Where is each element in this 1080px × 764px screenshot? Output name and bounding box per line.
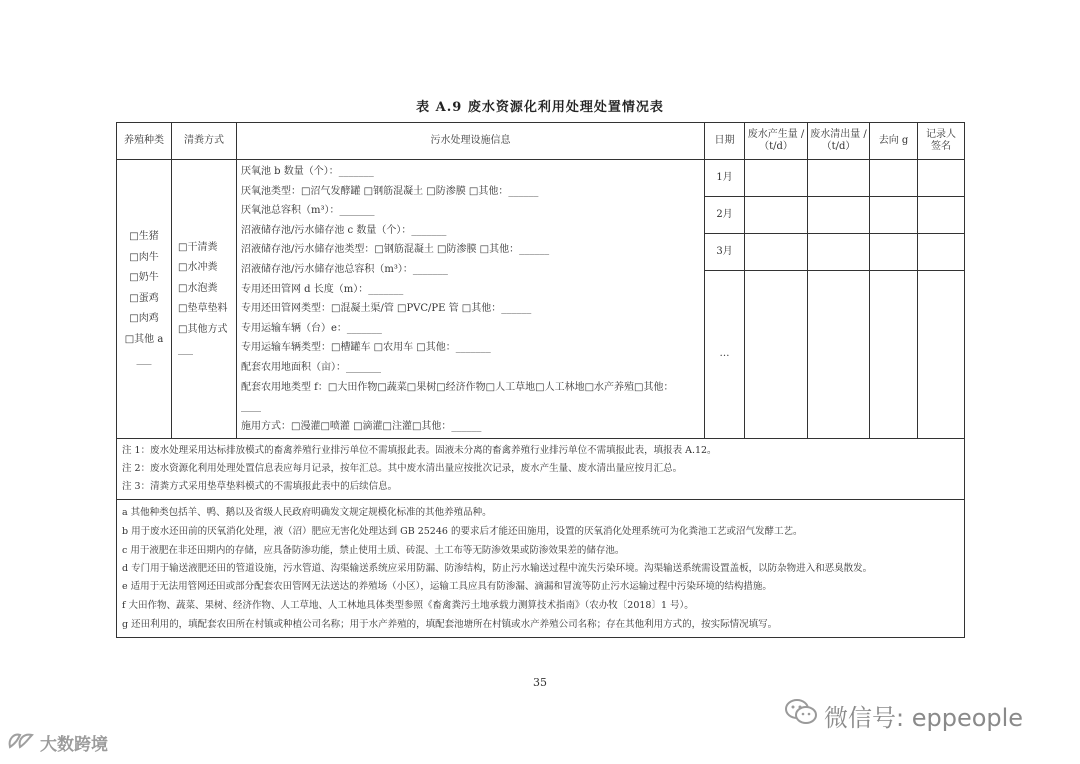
facility-line: 配套农用地面积（亩）：_______ bbox=[241, 361, 381, 373]
wechat-icon bbox=[784, 698, 818, 732]
footnote: e 适用于无法用管网还田或部分配套农田管网无法送达的养殖场（小区），运输工具应具有防渗漏、滴漏和冒流等防止污水运输过程中污染环境的结构措施。 bbox=[122, 581, 772, 593]
breed-cell bbox=[117, 160, 172, 439]
footnote: a 其他种类包括羊、鸭、鹅以及省级人民政府明确发文规定规模化标准的其他养殖品种。 bbox=[122, 507, 492, 519]
header-method: 清粪方式 bbox=[172, 123, 237, 160]
facility-line: 专用运输车辆类型：□槽罐车 □农用车 □其他：_______ bbox=[241, 342, 491, 354]
footnotes-row bbox=[117, 500, 965, 638]
discharge-cell[interactable] bbox=[808, 197, 870, 234]
disposal-table bbox=[116, 122, 965, 638]
destination-cell[interactable] bbox=[870, 234, 918, 271]
breed-blank: ___ bbox=[136, 354, 152, 366]
footnote: b 用于废水还田前的厌氧消化处理，液（沼）肥应无害化处理达到 GB 25246 的要求后才能还田施用，设置的厌氧消化处理系统可为化粪池工艺或沼气发酵工艺。 bbox=[122, 526, 803, 538]
header-recorder: 记录人 签名 bbox=[918, 123, 965, 160]
produce-cell[interactable] bbox=[745, 197, 808, 234]
facility-line: 专用还田管网 d 长度（m）：_______ bbox=[241, 283, 404, 295]
header-facility: 污水处理设施信息 bbox=[237, 123, 705, 160]
header-row bbox=[117, 123, 965, 160]
note: 注 1：废水处理采用达标排放模式的畜禽养殖行业排污单位不需填报此表。固液未分离的畜禽养殖行业排污单位不需填报此表，填报表 A.12。 bbox=[122, 445, 717, 457]
table-row bbox=[117, 160, 965, 197]
month-cell: 3月 bbox=[705, 234, 745, 271]
header-breed: 养殖种类 bbox=[117, 123, 172, 160]
page-number: 35 bbox=[533, 676, 547, 689]
table-title: 表 A.9 废水资源化利用处理处置情况表 bbox=[416, 100, 664, 115]
method-option: □干清粪 bbox=[178, 241, 218, 253]
method-option: □其他方式 bbox=[178, 323, 228, 335]
facility-line: 施用方式：□漫灌□喷灌 □滴灌□注灌□其他：______ bbox=[241, 420, 482, 432]
brand-watermark-text: 大数跨境 bbox=[40, 734, 108, 755]
method-blank: ___ bbox=[178, 344, 193, 356]
breed-option: □肉鸡 bbox=[129, 313, 159, 325]
discharge-cell[interactable] bbox=[808, 160, 870, 197]
recorder-cell[interactable] bbox=[918, 197, 965, 234]
destination-cell[interactable] bbox=[870, 160, 918, 197]
destination-cell[interactable] bbox=[870, 197, 918, 234]
method-option: □垫草垫料 bbox=[178, 303, 228, 315]
facility-line: 专用还田管网类型：□混凝土渠/管 □PVC/PE 管 □其他：______ bbox=[241, 303, 532, 315]
header-destination: 去向 g bbox=[870, 123, 918, 160]
breed-option: □生猪 bbox=[129, 231, 159, 243]
facility-line: 厌氧池类型：□沼气发酵罐 □钢筋混凝土 □防渗膜 □其他：______ bbox=[241, 185, 539, 197]
facility-line: 沼液储存池/污水储存池总容积（m³）：_______ bbox=[241, 263, 448, 275]
notes-cell bbox=[117, 439, 965, 500]
facility-line: 沼液储存池/污水储存池类型：□钢筋混凝土 □防渗膜 □其他：______ bbox=[241, 244, 550, 256]
produce-cell[interactable] bbox=[745, 271, 808, 439]
month-cell: 1月 bbox=[705, 160, 745, 197]
facility-line: 厌氧池 b 数量（个）：_______ bbox=[241, 166, 374, 177]
brand-logo-icon bbox=[6, 729, 36, 756]
footnote: f 大田作物、蔬菜、果树、经济作物、人工草地、人工林地具体类型参照《畜禽粪污土地承载力测算技术指南》（农办牧〔2018〕1 号）。 bbox=[122, 600, 694, 612]
footnote: g 还田利用的，填配套农田所在村镇或种植公司名称；用于水产养殖的，填配套池塘所在村镇或水产养殖公司名称；存在其他利用方式的，按实际情况填写。 bbox=[122, 619, 778, 631]
facility-line: 厌氧池总容积（m³）：_______ bbox=[241, 205, 375, 217]
wechat-watermark bbox=[784, 700, 1023, 730]
footnote: c 用于液肥在非还田期内的存储，应具备防渗功能，禁止使用土质、砖混、土工布等无防渗效果或防渗效果差的储存池。 bbox=[122, 545, 625, 557]
discharge-cell[interactable] bbox=[808, 271, 870, 439]
produce-cell[interactable] bbox=[745, 234, 808, 271]
header-produce: 废水产生量 /（t/d） bbox=[745, 123, 808, 160]
destination-cell[interactable] bbox=[870, 271, 918, 439]
month-cell: 2月 bbox=[705, 197, 745, 234]
recorder-cell[interactable] bbox=[918, 234, 965, 271]
method-cell bbox=[172, 160, 237, 439]
produce-cell[interactable] bbox=[745, 160, 808, 197]
ellipsis-cell: … bbox=[705, 271, 745, 439]
brand-watermark bbox=[6, 730, 108, 754]
discharge-cell[interactable] bbox=[808, 234, 870, 271]
breed-option: □肉牛 bbox=[129, 251, 159, 263]
breed-option: □奶牛 bbox=[129, 272, 159, 284]
recorder-cell[interactable] bbox=[918, 271, 965, 439]
method-option: □水冲粪 bbox=[178, 262, 218, 274]
header-discharge: 废水清出量 /（t/d） bbox=[808, 123, 870, 160]
footnotes-cell bbox=[117, 500, 965, 638]
footnote: d 专门用于输送液肥还田的管道设施，污水管道、沟渠输送系统应采用防漏、防渗结构，防止污水输送过程中流失污染环境。沟渠输送系统需设置盖板，以防杂物进入和恶臭散发。 bbox=[122, 563, 873, 575]
note: 注 3：清粪方式采用垫草垫料模式的不需填报此表中的后续信息。 bbox=[122, 481, 398, 493]
facility-line: 专用运输车辆（台）e：_______ bbox=[241, 322, 382, 334]
notes-row bbox=[117, 439, 965, 500]
wechat-id-text: 微信号: eppeople bbox=[824, 703, 1024, 732]
facility-line: 配套农用地类型 f：□大田作物□蔬菜□果树□经济作物□人工草地□人工林地□水产养殖□其他： bbox=[241, 381, 674, 393]
breed-option: □蛋鸡 bbox=[129, 292, 159, 304]
recorder-cell[interactable] bbox=[918, 160, 965, 197]
facility-cell bbox=[237, 160, 705, 439]
note: 注 2：废水资源化利用处理处置信息表应每月记录，按年汇总。其中废水清出量应按批次记录，废水产生量、废水清出量应按月汇总。 bbox=[122, 463, 683, 475]
facility-line: 沼液储存池/污水储存池 c 数量（个）：_______ bbox=[241, 224, 447, 236]
header-date: 日期 bbox=[705, 123, 745, 160]
method-option: □水泡粪 bbox=[178, 282, 218, 294]
breed-option: □其他 a bbox=[124, 333, 164, 345]
facility-line: ____ bbox=[241, 401, 261, 413]
